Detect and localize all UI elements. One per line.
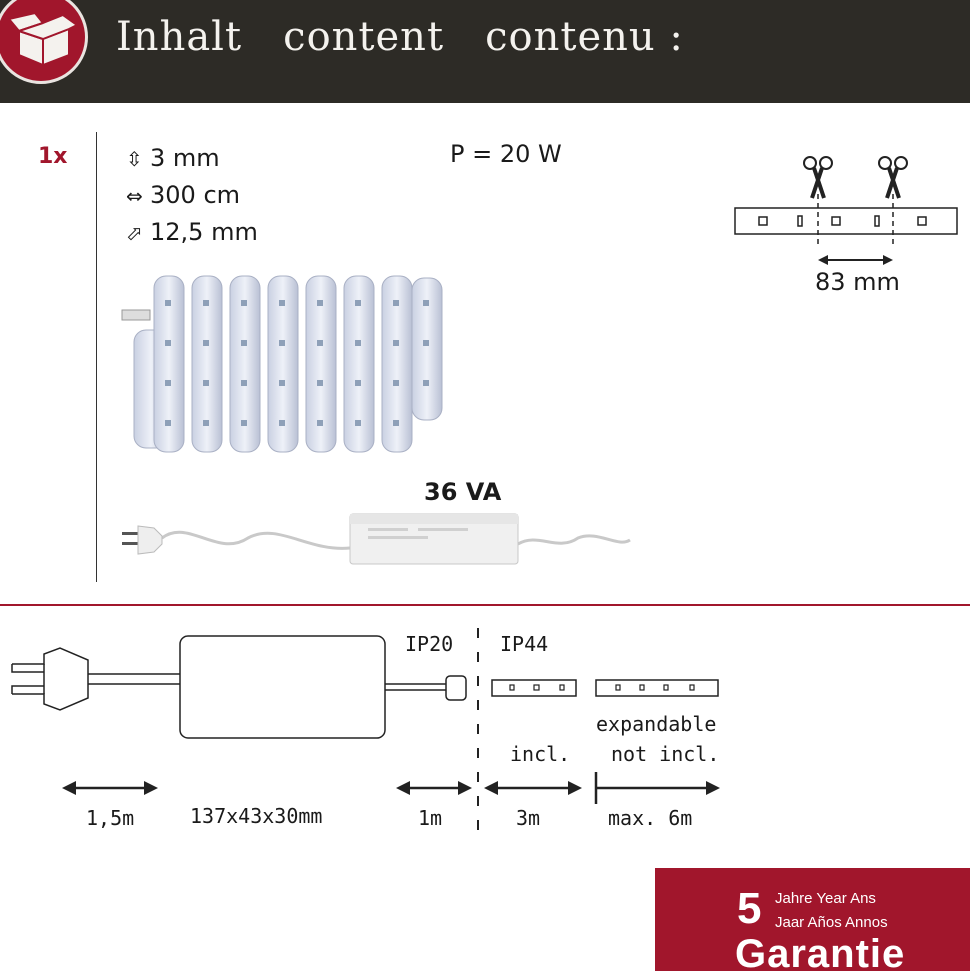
guarantee-badge bbox=[655, 868, 970, 976]
section-divider-horizontal bbox=[0, 604, 970, 606]
expandable-label: expandable bbox=[596, 712, 717, 736]
included-label: incl. bbox=[510, 742, 571, 766]
quantity-label: 1x bbox=[38, 144, 68, 169]
wiring-diagram bbox=[0, 620, 970, 850]
header-title: Inhalt content contenu : bbox=[116, 14, 684, 60]
open-box-icon bbox=[0, 0, 88, 84]
spec-height bbox=[126, 144, 220, 172]
psu-rating: 36 VA bbox=[424, 478, 502, 506]
section-divider-vertical bbox=[96, 132, 97, 582]
ip20-label: IP20 bbox=[405, 632, 454, 656]
guarantee-line-1: Jahre Year Ans bbox=[775, 890, 876, 907]
spec-width-value: 12,5 mm bbox=[150, 218, 258, 246]
cut-mark-diagram bbox=[730, 150, 965, 270]
spec-length bbox=[126, 181, 240, 209]
cut-interval-label: 83 mm bbox=[815, 268, 900, 296]
max-length: max. 6m bbox=[608, 806, 693, 830]
spec-length-value: 300 cm bbox=[150, 181, 241, 209]
spec-height-value: 3 mm bbox=[150, 144, 220, 172]
guarantee-years: 5 bbox=[737, 884, 762, 933]
strip-length: 3m bbox=[516, 806, 541, 830]
height-arrow-icon: ⇳ bbox=[126, 147, 143, 171]
not-included-label: not incl. bbox=[611, 742, 720, 766]
psu-dimensions: 137x43x30mm bbox=[190, 804, 323, 828]
scissors-icon bbox=[879, 157, 907, 198]
ip44-label: IP44 bbox=[500, 632, 549, 656]
length-arrow-icon: ⇔ bbox=[126, 184, 143, 208]
guarantee-word: Garantie bbox=[735, 932, 906, 976]
guarantee-line-2: Jaar Años Annos bbox=[775, 914, 888, 931]
power-supply-image bbox=[118, 508, 638, 570]
plug-cable-length: 1,5m bbox=[86, 806, 135, 830]
width-arrow-icon: ⬀ bbox=[126, 221, 143, 245]
spec-width bbox=[126, 218, 258, 246]
scissors-icon bbox=[804, 157, 832, 198]
lead-length: 1m bbox=[418, 806, 443, 830]
led-strip-coil-image bbox=[120, 270, 460, 460]
power-rating: P = 20 W bbox=[450, 140, 562, 168]
